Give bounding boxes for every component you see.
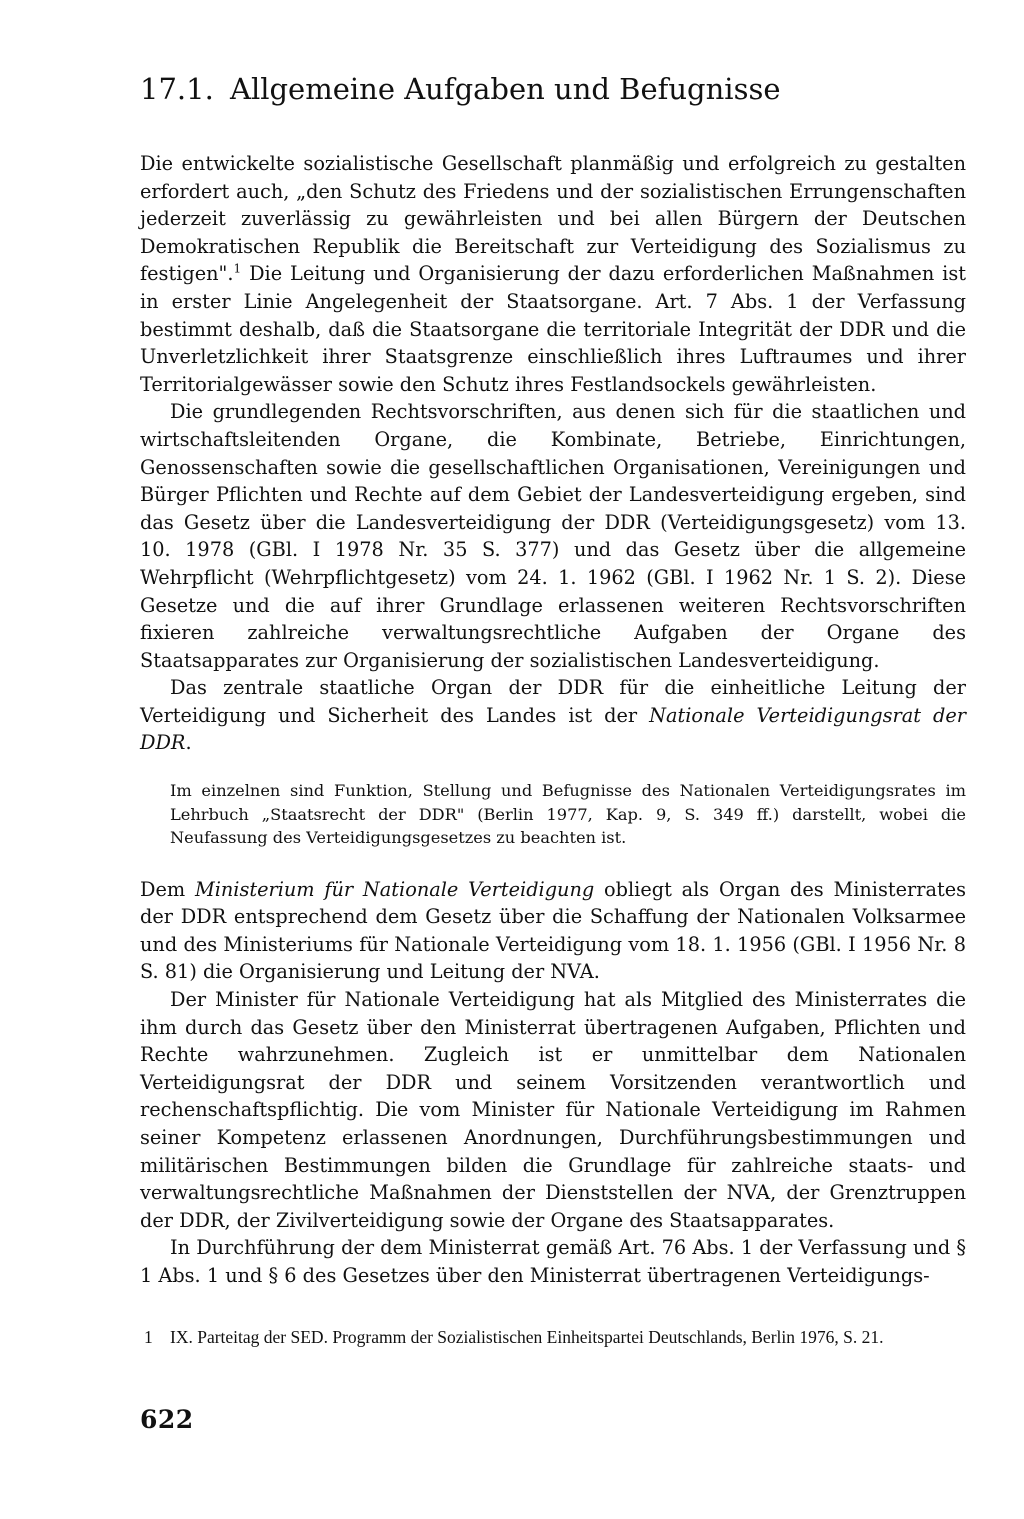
paragraph-6: In Durchführung der dem Ministerrat gemäß Art. 76 Abs. 1 der Verfassung und § 1 Abs. 1 und § 6 des Gesetzes über den Ministerrat übertragenen Verteidigungs-: [140, 1236, 966, 1287]
section-number: 17.1.: [140, 72, 214, 106]
footnote-text: IX. Parteitag der SED. Programm der Sozialistischen Einheitspartei Deutschlands, Berlin 1976, S. 21.: [170, 1327, 884, 1348]
paragraph-1-text-b: Die Leitung und Organisierung der dazu erforderlichen Maßnahmen ist in erster Linie Angelegenheit der Staatsorgane. Art. 7 Abs. 1 der Verfassung bestimmt deshalb, daß die Staatsorgane die territoriale Integrität der DDR und die Unverletzlichkeit ihrer Staatsgrenze einschließlich ihres Luftraumes und ihrer Territorialgewässer sowie den Schutz ihres Festlandsockels gewährleisten.: [140, 262, 966, 396]
paragraph-3: [140, 674, 966, 757]
document-page: [140, 70, 966, 1434]
paragraph-3-text-a: Das zentrale staatliche Organ der DDR für die einheitliche Leitung der Verteidigung und Sicherheit des Landes ist der: [140, 676, 966, 727]
footnote: [140, 1325, 966, 1349]
paragraph-4-text-a: Dem: [140, 877, 195, 901]
paragraph-3-text-b: .: [185, 731, 192, 755]
emphasis-verteidigungsrat: Nationale Verteidigungsrat der DDR: [140, 703, 966, 755]
emphasis-ministerium: Ministerium für Nationale Verteidigung: [194, 877, 595, 901]
paragraph-4: [140, 876, 966, 986]
paragraph-2: Die grundlegenden Rechtsvorschriften, aus denen sich für die staatlichen und wirtschaftsleitenden Organe, die Kombinate, Betriebe, Einrichtungen, Genossenschaften sowie die gesellschaftlichen Organisationen, Vereinigungen und Bürger Pflichten und Rechte auf dem Gebiet der Landesverteidigung ergeben, sind das Gesetz über die Landesverteidigung der DDR (Verteidigungsgesetz) vom 13. 10. 1978 (GBl. I 1978 Nr. 35 S. 377) und das Gesetz über die allgemeine Wehrpflicht (Wehrpflichtgesetz) vom 24. 1. 1962 (GBl. I 1962 Nr. 1 S. 2). Diese Gesetze und die auf ihrer Grundlage erlassenen weiteren Rechtsvorschriften fixieren zahlreiche verwaltungsrechtliche Aufgaben der Organe des Staatsapparates zur Organisierung der sozialistischen Landesverteidigung.: [140, 400, 966, 672]
paragraph-5: Der Minister für Nationale Verteidigung hat als Mitglied des Ministerrates die ihm durch das Gesetz über den Ministerrat übertragenen Aufgaben, Pflichten und Rechte wahrzunehmen. Zugleich ist er unmittelbar dem Nationalen Verteidigungsrat der DDR und seinem Vorsitzenden verantwortlich und rechenschaftspflichtig. Die vom Minister für Nationale Verteidigung im Rahmen seiner Kompetenz erlassenen Anordnungen, Durchführungsbestimmungen und militärischen Bestimmungen bilden die Grundlage für zahlreiche staats- und verwaltungsrechtliche Maßnahmen der Dienststellen der NVA, der Grenztruppen der DDR, der Zivilverteidigung sowie der Organe des Staatsapparates.: [140, 987, 966, 1232]
footnote-number: 1: [144, 1327, 153, 1348]
paragraph-1-text-a: Die entwickelte sozialistische Gesellschaft planmäßig und erfolgreich zu gestalten erfordert auch, „den Schutz des Friedens und der sozialistischen Errungenschaften jederzeit zuverlässig zu gewährleisten und bei allen Bürgern der Deutschen Demokratischen Republik die Bereitschaft zur Verteidigung des Sozialismus zu festigen".: [140, 152, 966, 286]
section-heading: [140, 70, 966, 108]
paragraph-1: [140, 150, 966, 398]
note-block: Im einzelnen sind Funktion, Stellung und Befugnisse des Nationalen Verteidigungsrates im Lehrbuch „Staatsrecht der DDR" (Berlin 1977, Kap. 9, S. 349 ff.) darstellt, wobei die Neufassung des Verteidigungsgesetzes zu beachten ist.: [170, 781, 966, 848]
page-number: 622: [140, 1405, 194, 1435]
paragraph-4-text-b: obliegt als Organ des Ministerrates der DDR entsprechend dem Gesetz über die Schaffung der Nationalen Volksarmee und des Ministeriums für Nationale Verteidigung vom 18. 1. 1956 (GBl. I 1956 Nr. 8 S. 81) die Organisierung und Leitung der NVA.: [140, 877, 966, 984]
footnote-ref: 1: [233, 261, 242, 276]
section-title: Allgemeine Aufgaben und Befugnisse: [230, 72, 781, 106]
